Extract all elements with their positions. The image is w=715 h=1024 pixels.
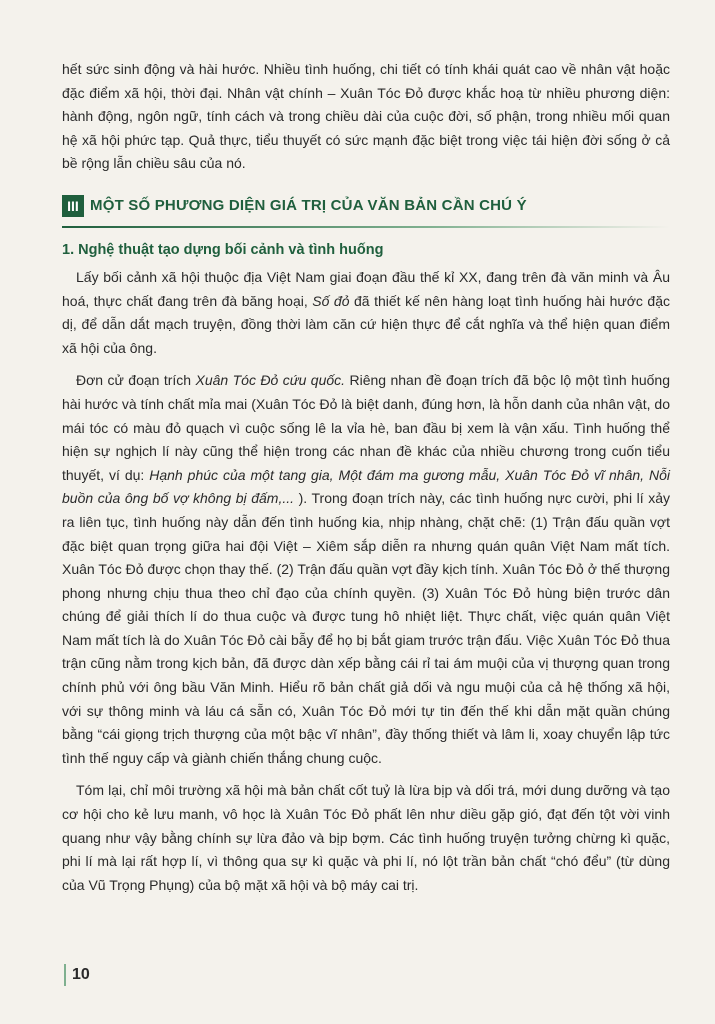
page-content xyxy=(62,58,670,897)
paragraph-1-italic: Số đỏ xyxy=(312,292,350,309)
section-number: III xyxy=(62,195,84,217)
paragraph-1-text-a: Lấy bối cảnh xã hội thuộc địa Việt Nam giai đoạn đầu thế kỉ XX, đang trên đà văn minh và Âu hoá, thực chất đang trên đà băng hoại, xyxy=(62,268,670,309)
page-number: 10 xyxy=(64,964,90,986)
paragraph-2-italic-2: Hạnh phúc của một tang gia, Một đám ma gương mẫu, Xuân Tóc Đỏ vĩ nhân, Nỗi buồn của ông bố vợ không bị đấm,... xyxy=(62,466,670,507)
paragraph-3: Tóm lại, chỉ môi trường xã hội mà bản chất cốt tuỷ là lừa bịp và dối trá, mới dung dưỡng và tạo cơ hội cho kẻ lưu manh, vô học là Xuân Tóc Đỏ phất lên như diều gặp gió, đạt đến tột vời vinh quang như vậy bằng chính sự lừa đảo và bịp bợm. Các tình huống truyện tưởng chừng kì quặc, phi lí mà lại rất hợp lí, vì thông qua sự kì quặc và phi lí, nó lột trần bản chất “chó đểu” (từ dùng của Vũ Trọng Phụng) của bộ mặt xã hội và bộ máy cai trị. xyxy=(62,782,670,893)
subsection-title: 1. Nghệ thuật tạo dựng bối cảnh và tình huống xyxy=(62,241,384,258)
paragraph-2-text-c: ). Trong đoạn trích này, các tình huống nực cười, phi lí xảy ra liên tục, tình huống này dẫn đến tình huống kia, nhịp nhàng, chặt chẽ: (1) Trận đấu quần vợt đặc biệt quan trọng giữa hai đội Việt – Xiêm sắp diễn ra nhưng quán quân Việt Nam mất tích. Xuân Tóc Đỏ được chọn thay thế. (2) Trận đấu quần vợt đầy kịch tính. Xuân Tóc Đỏ ở thế thượng phong nhưng chịu thua theo chỉ đạo của chính quyền. (3) Xuân Tóc Đỏ hùng biện trước dân chúng để giải thích lí do thua cuộc và được tung hô nhiệt liệt. Thực chất, việc quán quân Việt Nam mất tích là do Xuân Tóc Đỏ cài bẫy để họ bị bắt giam trước trận đấu. Việc Xuân Tóc Đỏ thua trận cũng nằm trong kịch bản, đã được dàn xếp bằng cái rỉ tai ám muội của vị thượng quan trong chính phủ với ông bầu Văn Minh. Hiểu rõ bản chất giả dối và ngu muội của cả hệ thống xã hội, với sự thông minh và láu cá sẵn có, Xuân Tóc Đỏ mới tự tin đến thế khi dẫn mặt quần chúng bằng “cái giọng trịch thượng của một bậc vĩ nhân”, đầy thống thiết và lâm li, xoay chuyển lập tức tình thế nguy cấp và giành chiến thắng chung cuộc. xyxy=(62,490,670,766)
paragraph-2-text-b: Riêng nhan đề đoạn trích đã bộc lộ một tình huống hài hước và tính chất mỉa mai (Xuân Tóc Đỏ là biệt danh, đúng hơn, là hỗn danh của nhân vật, do mái tóc có màu đỏ quạch vì cuộc sống lê la vỉa hè, ban đầu bị xem là vận xấu. Tình huống thể hiện sự nghịch lí này cũng thể hiện trong các nhan đề khác của nhiều chương trong cuốn tiểu thuyết, ví dụ: xyxy=(62,372,670,483)
intro-paragraph: hết sức sinh động và hài hước. Nhiều tình huống, chi tiết có tính khái quát cao về nhân vật hoặc đặc điểm xã hội, thời đại. Nhân vật chính – Xuân Tóc Đỏ được khắc hoạ từ nhiều phương diện: hành động, ngôn ngữ, tính cách và trong chiều dài của cuộc đời, số phận, trong nhiều mối quan hệ xã hội phức tạp. Quả thực, tiểu thuyết có sức mạnh đặc biệt trong việc tái hiện đời sống ở cả bề rộng lẫn chiều sâu của nó. xyxy=(62,61,670,172)
section-divider xyxy=(62,226,670,228)
paragraph-1 xyxy=(62,266,670,360)
paragraph-1-text-b: đã thiết kế nên hàng loạt tình huống hài hước đặc dị, để dẫn dắt mạch truyện, đồng thời làm căn cứ hiện thực để cắt nghĩa và thể hiện quan điểm xã hội của ông. xyxy=(62,292,671,356)
section-title: MỘT SỐ PHƯƠNG DIỆN GIÁ TRỊ CỦA VĂN BẢN CẦN CHÚ Ý xyxy=(90,197,527,215)
paragraph-2 xyxy=(62,369,670,770)
section-heading xyxy=(62,194,670,218)
paragraph-2-text-a: Đơn cử đoạn trích xyxy=(76,372,196,389)
paragraph-2-italic-1: Xuân Tóc Đỏ cứu quốc. xyxy=(195,372,346,389)
